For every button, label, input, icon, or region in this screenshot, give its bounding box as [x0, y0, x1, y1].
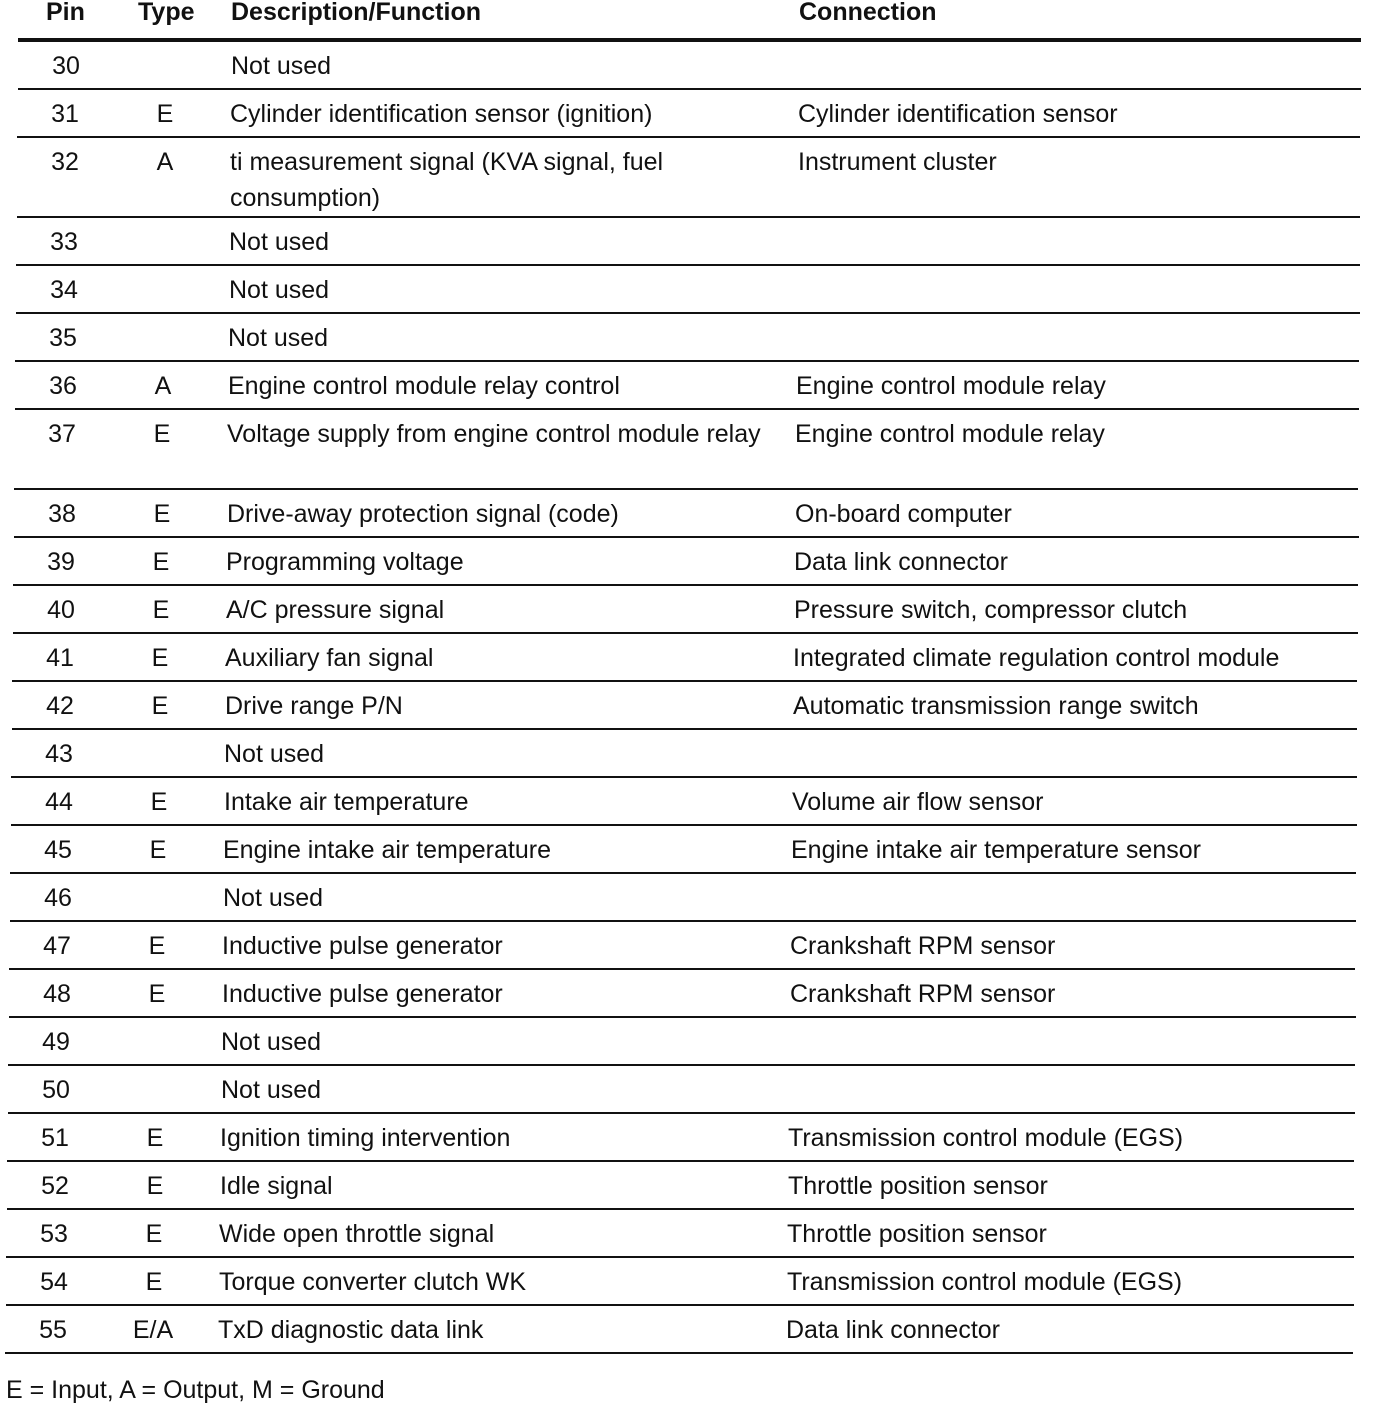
type-legend: E = Input, A = Output, M = Ground [6, 1376, 385, 1404]
pin-number: 54 [40, 1268, 68, 1296]
table-row [11, 778, 1357, 826]
table-row [12, 634, 1357, 682]
table-row [7, 1114, 1354, 1162]
pin-connection: Throttle position sensor [788, 1172, 1048, 1200]
table-row [13, 586, 1358, 634]
pin-description: Idle signal [220, 1172, 333, 1200]
pin-description: A/C pressure signal [226, 596, 445, 624]
table-row [9, 970, 1356, 1018]
pin-description: Drive-away protection signal (code) [227, 500, 619, 528]
pin-connection: Data link connector [794, 548, 1009, 576]
pin-number: 53 [40, 1220, 68, 1248]
pin-type: E [148, 980, 166, 1008]
pin-number: 39 [47, 548, 75, 576]
table-row [8, 1018, 1355, 1066]
pin-type: E [148, 932, 166, 960]
pin-number: 41 [46, 644, 74, 672]
table-row [10, 826, 1356, 874]
pin-description: Not used [231, 52, 332, 80]
pin-description: Not used [224, 740, 325, 768]
pin-connection: Crankshaft RPM sensor [790, 932, 1056, 960]
pin-description: Ignition timing intervention [220, 1124, 511, 1152]
pin-type: E/A [132, 1316, 174, 1344]
pin-number: 40 [47, 596, 75, 624]
pin-type: E [145, 1268, 163, 1296]
pin-number: 38 [48, 500, 76, 528]
pin-number: 34 [50, 276, 78, 304]
table-row [9, 922, 1355, 970]
header-connection: Connection [799, 0, 937, 26]
pin-type: E [150, 788, 168, 816]
pin-type: E [156, 100, 174, 128]
pin-connection: Data link connector [786, 1316, 1001, 1344]
pin-number: 49 [42, 1028, 70, 1056]
pin-type: E [149, 836, 167, 864]
pin-number: 55 [39, 1316, 67, 1344]
pin-connection: Throttle position sensor [787, 1220, 1047, 1248]
header-pin: Pin [46, 0, 85, 26]
pin-type: A [154, 372, 172, 400]
pin-table-body [0, 42, 1376, 1354]
pin-type: E [151, 644, 169, 672]
pin-connection: Engine control module relay [795, 420, 1105, 448]
header-description: Description/Function [231, 0, 481, 26]
table-row [13, 538, 1358, 586]
pin-description: Not used [229, 276, 330, 304]
pin-connection: Transmission control module (EGS) [787, 1268, 1183, 1296]
pin-type: E [146, 1172, 164, 1200]
pin-number: 35 [49, 324, 77, 352]
table-row [11, 730, 1357, 778]
table-row [14, 410, 1358, 490]
pin-number: 47 [43, 932, 71, 960]
pin-number: 43 [45, 740, 73, 768]
pin-description: Inductive pulse generator [222, 932, 503, 960]
pin-type: E [152, 596, 170, 624]
pin-number: 31 [51, 100, 79, 128]
table-row [12, 682, 1357, 730]
pin-connection: On-board computer [795, 500, 1012, 528]
pin-number: 46 [44, 884, 72, 912]
pin-type: E [152, 548, 170, 576]
pin-number: 42 [46, 692, 74, 720]
pin-number: 51 [41, 1124, 69, 1152]
pin-description: Not used [229, 228, 330, 256]
pin-connection: Automatic transmission range switch [793, 692, 1199, 720]
pin-number: 44 [45, 788, 73, 816]
table-header [0, 0, 1376, 38]
pin-description: Not used [228, 324, 329, 352]
table-row [14, 490, 1359, 538]
pin-number: 32 [51, 148, 79, 176]
pin-description: Wide open throttle signal [219, 1220, 495, 1248]
table-row [8, 1066, 1355, 1114]
pin-description: Not used [223, 884, 324, 912]
pin-type: A [156, 148, 174, 176]
pin-description: Inductive pulse generator [222, 980, 503, 1008]
pin-number: 37 [48, 420, 76, 448]
table-row [17, 138, 1360, 218]
pin-number: 30 [52, 52, 80, 80]
table-row [10, 874, 1356, 922]
pin-type: E [153, 500, 171, 528]
pin-description: Not used [221, 1076, 322, 1104]
pin-description: Programming voltage [226, 548, 464, 576]
pin-number: 52 [41, 1172, 69, 1200]
table-row [16, 266, 1360, 314]
pin-description: Voltage supply from engine control module relay [227, 420, 761, 448]
pin-type: E [146, 1124, 164, 1152]
pin-connection: Crankshaft RPM sensor [790, 980, 1056, 1008]
pin-description: Torque converter clutch WK [219, 1268, 527, 1296]
pin-description: ti measurement signal (KVA signal, fuel consumption) [230, 148, 664, 212]
pin-description: Not used [221, 1028, 322, 1056]
header-type: Type [138, 0, 195, 26]
table-row [15, 314, 1359, 362]
pin-description: Cylinder identification sensor (ignition) [230, 100, 653, 128]
pin-connection: Pressure switch, compressor clutch [794, 596, 1188, 624]
pin-description: Auxiliary fan signal [225, 644, 434, 672]
pin-type: E [145, 1220, 163, 1248]
pin-connection: Engine intake air temperature sensor [791, 836, 1201, 864]
pin-description: Engine intake air temperature [223, 836, 551, 864]
pin-description: TxD diagnostic data link [218, 1316, 484, 1344]
pin-description: Intake air temperature [224, 788, 469, 816]
pin-number: 48 [43, 980, 71, 1008]
pin-connection: Transmission control module (EGS) [788, 1124, 1184, 1152]
table-row [6, 1258, 1354, 1306]
table-row [5, 1306, 1353, 1354]
table-row [17, 90, 1360, 138]
table-row [16, 218, 1360, 266]
pin-number: 45 [44, 836, 72, 864]
pin-type: E [153, 420, 171, 448]
table-row [7, 1162, 1354, 1210]
pin-description: Drive range P/N [225, 692, 403, 720]
pin-connection: Cylinder identification sensor [798, 100, 1118, 128]
pin-number: 50 [42, 1076, 70, 1104]
table-row [6, 1210, 1354, 1258]
table-row [18, 42, 1361, 90]
pin-connection: Volume air flow sensor [792, 788, 1044, 816]
pin-description: Engine control module relay control [228, 372, 620, 400]
table-row [15, 362, 1359, 410]
pin-number: 36 [49, 372, 77, 400]
pin-connection: Engine control module relay [796, 372, 1106, 400]
pin-type: E [151, 692, 169, 720]
pin-connection: Integrated climate regulation control module [793, 644, 1280, 672]
pin-connection: Instrument cluster [798, 148, 997, 176]
pin-number: 33 [50, 228, 78, 256]
